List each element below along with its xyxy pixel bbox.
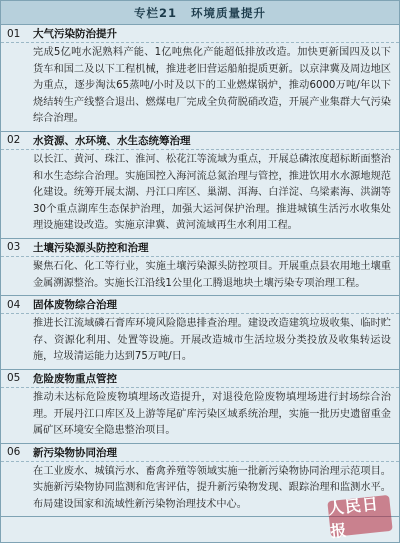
section-title-row (1, 25, 399, 43)
section-title: 固体废物综合治理 (33, 299, 117, 312)
section-02 (1, 132, 399, 239)
section-number: 04 (7, 298, 21, 311)
section-title: 水资源、水环境、水生态统筹治理 (33, 134, 191, 147)
section-title-row (1, 296, 399, 314)
section-title-row (1, 239, 399, 257)
section-number: 01 (7, 27, 21, 40)
section-title: 危险废物重点管控 (33, 372, 117, 385)
section-body: 聚焦石化、化工等行业，实施土壤污染源头防控项目。开展重点县农用地土壤重金属溯源整治。实施长江沿线1公里化工腾退地块土壤污染专项治理工程。 (33, 260, 391, 289)
section-title-row (1, 370, 399, 388)
section-title: 土壤污染源头防控和治理 (33, 241, 149, 254)
section-body: 推动未达标危险废物填埋场改造提升，对退役危险废物填埋场进行封场综合治理。开展丹江口库区及上游等尾矿库污染区域系统治理，实施一批历史遗留重金属矿区环境安全隐患整治项目。 (33, 391, 391, 437)
section-title-row (1, 444, 399, 462)
section-number: 05 (7, 372, 21, 385)
section-body: 在工业废水、城镇污水、畜禽养殖等领域实施一批新污染物协同治理示范项目。实施新污染物协同监测和危害评估，提升新污染物发现、跟踪治理和监测水平。布局建设国家和流域性新污染物治理技术中心。 (33, 465, 391, 510)
section-body: 以长江、黄河、珠江、淮河、松花江等流域为重点，开展总磷浓度超标断面整治和水生态综合治理。实施国控入海河流总氮治理与管控，推进饮用水水源地规范化建设。统筹开展太湖、丹江口库区、巢湖、洱海、白洋淀、乌梁素海、洪湖等30个重点湖库生态保护治理，加强大运河保护治理。推进城镇生活污水收集处理设施建设改造。实施京津冀、黄河流域再生水利用工程。 (33, 153, 391, 232)
section-number: 02 (7, 134, 21, 147)
column-number: 专栏21 (133, 5, 177, 20)
section-01 (1, 25, 399, 132)
panel-title: 环境质量提升 (191, 5, 266, 20)
section-body: 完成5亿吨水泥熟料产能、1亿吨焦化产能超低排放改造。加快更新国四及以下货车和国二及以下工程机械，推进老旧营运船舶提质更新。以京津冀及周边地区为重点，逐步淘汰65蒸吨/小时及以下的工业燃煤锅炉，推动6000万吨/年以下烧结转生产线整合退出、燃煤电厂完成全负荷脱硝改造，开展产业集群大气污染综合治理。 (33, 47, 391, 125)
section-title-row (1, 132, 399, 150)
watermark-logo: 人民日报 (327, 495, 392, 537)
panel-header (1, 1, 399, 25)
section-number: 03 (7, 241, 21, 254)
section-05 (1, 370, 399, 444)
section-title: 新污染物协同治理 (33, 446, 117, 459)
section-title: 大气污染防治提升 (33, 28, 117, 40)
section-body: 推进长江流域磷石膏库环境风险隐患排查治理。建设改造建筑垃圾收集、临时贮存、资源化利用、处置等设施。开展改造城市生活垃圾分类投放及收集转运设施，垃圾清运能力达到75万吨/日。 (33, 318, 391, 363)
section-04 (1, 296, 399, 370)
section-number: 06 (7, 446, 21, 459)
section-03 (1, 239, 399, 296)
